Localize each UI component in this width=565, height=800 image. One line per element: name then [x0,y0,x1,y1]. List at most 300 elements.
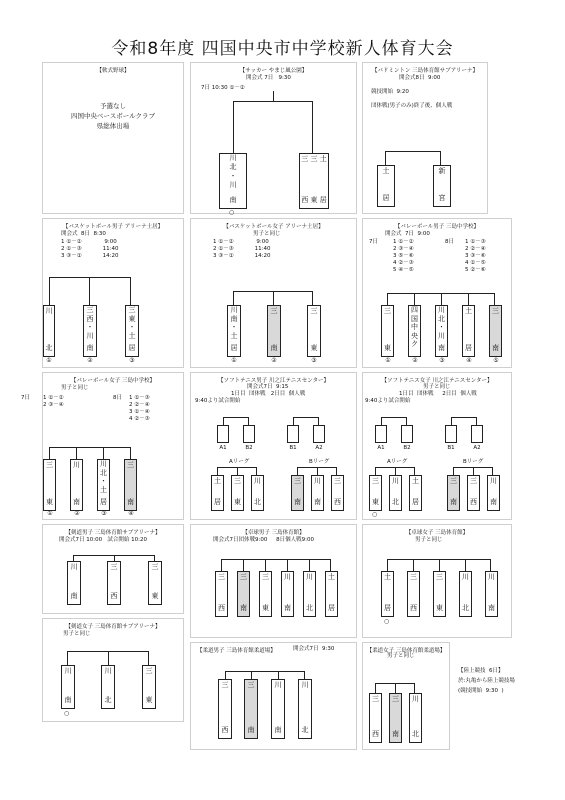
panel-softtennis-girls [362,372,512,520]
team-name-top: 川 [306,573,313,581]
team-name-top: 三 [470,477,477,485]
info-line: 開会式7日 10:00 試合開始 10:20 [59,537,147,543]
team-name-bottom: 西 [110,592,118,600]
team-name-bottom: 南 [240,604,247,612]
bracket-line [293,417,319,425]
info-line: 開会式7日団体戦9:00 8日個人戦9:00 [213,537,314,543]
match-line: 1 ①－③ [465,239,486,245]
team-name-bottom: 南 [86,344,94,352]
info-line: 男子と同じ [61,385,89,391]
panel-title: 【剣道男子 三島体育館サブアリーナ】 [65,530,161,536]
team-name-top: 三 [392,695,399,703]
team-name-top: 三 [294,477,301,485]
panel-tabletennis-girls [362,524,512,638]
panel-basketball-girls [190,218,357,368]
team-name-bottom: 南 [490,498,497,506]
team-name-top: 三 [450,477,457,485]
team-name-top: 川 北 ・ 土 [100,460,107,494]
panel-baseball [42,62,184,214]
team-name-top: 四 国 中 央 ク [411,306,418,348]
team-name-bottom: 東 [436,604,443,612]
seed-number: ① [385,357,391,364]
panel-softtennis-boys [190,372,357,520]
team-name-bottom: 東 [145,696,153,704]
team-box [467,475,480,511]
bracket-line [223,417,249,425]
team-name-top: 三 [334,477,341,485]
match-line: 4 ②－③ [129,416,150,422]
bracket-line [233,101,313,153]
team-name-top: 三 東 ・ 土 [128,306,136,340]
info-line: 男子と同じ [387,653,415,659]
team-box [433,571,446,617]
team-box [148,561,162,605]
team-name-top: 三 [310,307,318,315]
team-name-top: 川 [412,695,419,703]
seed-number: ④ [466,357,472,364]
team-box [61,665,75,709]
seed-number: ① [47,510,53,517]
seed-number: ② [74,510,80,517]
match-line: 3 ③－① 14:20 [61,253,119,259]
team-box [447,475,460,511]
team-name-bottom: 南 [270,344,278,352]
team-name-top: 川 北 ・ 川 [438,306,445,340]
bracket-line [251,671,252,679]
result-mark: ○ [64,710,70,717]
team-box [101,665,115,709]
panel-title: 【柔道女子 三島体育館柔道場】 [366,648,446,654]
team-name-top: 川 [73,461,80,469]
team-name-top: 三 [372,695,379,703]
note-line: 県総体出場 [96,122,130,130]
bracket-line [465,559,466,571]
seed-box [445,425,457,443]
panel-title: 【バスケットボール男子 アリーナ土居】 [62,224,164,230]
panel-title: 【サッカー やまじ風公園】 [239,68,308,74]
team-name-top: 三 [270,307,278,315]
team-name-bottom: 居 [100,498,107,506]
seed-box [313,425,325,443]
team-name-top: 三 西 ・ 川 [86,306,94,340]
info-line: 開会式8日 9:00 [399,75,441,81]
seed-number: ① [231,357,237,364]
team-name-top: 土 [382,167,390,175]
panel-volleyball-girls [21,372,184,520]
bracket-line [49,447,131,459]
seed-label: A1 [377,445,385,451]
team-box [107,561,121,605]
bracket-line [309,559,310,571]
seed-label: B2 [245,445,253,451]
info-line: 9:40より試合開始 [365,398,411,404]
result-mark: ○ [384,618,390,625]
team-name-bottom: 居 [465,344,472,352]
league-label: Aリーグ [387,459,408,465]
team-name-top: 三 [247,681,255,689]
match-line: 4 ①－⑤ [465,260,486,266]
team-name-top: 土 [412,477,419,485]
seed-label: A2 [473,445,481,451]
bracket-line [413,559,414,571]
bracket-line [273,91,274,101]
info-line: 開会式7日 9:15 [247,384,289,390]
team-name-bottom: 南 [450,498,457,506]
team-name-top: 川 [284,573,291,581]
panel-badminton [362,62,488,214]
team-name-bottom: 西 [218,604,225,612]
seed-box [401,425,413,443]
team-name-top: 土 [465,307,472,315]
team-name-bottom: 北 [392,498,399,506]
team-name-top: 三 [384,307,391,315]
team-box [409,475,422,511]
team-box [389,693,402,743]
bracket-line [414,293,415,305]
league-label: Bリーグ [309,459,330,465]
team-box [369,475,382,511]
bracket-line [225,671,305,679]
team-name-bottom: 南 [284,604,291,612]
team-name-bottom: 北 [254,498,261,506]
info-line: 1日目 団体戦 2日目 個人戦 [399,391,477,397]
team-name-top: 川 [45,307,53,315]
team-name-bottom: 東 [310,344,318,352]
note-line: 四国中央ベースボールクラブ [71,112,155,120]
info-line: 開会式 8日 8:30 [61,231,106,237]
team-name-bottom: 居 [412,498,419,506]
bracket-line [441,293,442,305]
team-name-bottom: 居 [382,194,390,202]
team-name-bottom: 北 [306,604,313,612]
team-name-bottom: 南 [229,196,237,204]
team-box [407,571,420,617]
bracket-line [243,559,244,571]
panel-judo-boys [190,642,357,750]
match-line: 3 ⑤－⑥ [393,253,414,259]
bracket-line [381,417,407,425]
panel-judo-girls [362,642,450,750]
league-label: Bリーグ [463,459,484,465]
team-name-top: 川 [64,667,72,675]
match-line: 7日 10:30 ①－② [201,85,245,91]
match-line: 1 ①－② 9:00 [61,239,117,245]
panel-title: 【バスケットボール女子 アリーナ土居】 [223,224,324,230]
team-box [124,459,137,511]
seed-label: B1 [447,445,455,451]
team-box [303,571,316,617]
team-box [435,305,448,357]
bracket-line [103,447,104,459]
team-name-bottom: 南 [127,498,134,506]
team-box [83,305,97,357]
team-name-top: 土 [328,573,335,581]
team-box [331,475,344,511]
team-name-bottom: 北 [45,344,53,352]
team-name-bottom: 南 [73,498,80,506]
panel-volleyball-boys [362,218,512,368]
bracket-line [278,671,279,679]
info-line: 団体戦(男子のみ)終了後、個人戦 [371,103,453,109]
team-box [409,693,422,743]
team-box [142,665,156,709]
athletics-title: 【陸上競技 6日】 [458,668,504,674]
team-name-top: 川 [462,573,469,581]
team-name-top: 三 [410,573,417,581]
bracket-line [468,293,469,305]
info-line: 9:40より試合開始 [195,398,241,404]
team-name-top: 川 [488,573,495,581]
match-line: 1 ①－② [43,395,64,401]
match-line: 1 ①－③ [129,395,150,401]
athletics-venue: 於:丸亀から陸上競技場 [458,678,515,684]
team-box [43,459,56,511]
team-name-bottom: 北 [412,730,419,738]
team-box [487,475,500,511]
team-box [291,475,304,511]
team-box [325,571,338,617]
team-box [231,475,244,511]
team-name-top: 川 [254,477,261,485]
seed-number: ③ [311,357,317,364]
info-line: 1日目 団体戦 2日目 個人戦 [231,391,306,397]
team-name-bottom: 南 [274,726,282,734]
team-box [298,679,312,739]
team-name-bottom: 東 [234,498,241,506]
seed-number: ③ [439,357,445,364]
seed-number: ① [46,357,52,364]
match-line: 5 ②－⑥ [465,267,486,273]
team-name-bottom: 居 [328,604,335,612]
match-line: 2 ②－④ [129,402,150,408]
seed-number: ③ [129,357,135,364]
info-line: 男子と同じ [63,631,91,637]
day-label: 7日 [369,239,378,245]
seed-number: ④ [128,510,134,517]
bracket-line [273,291,274,305]
team-box [408,305,421,357]
athletics-start: (競技開始 9:30 ) [458,688,504,694]
team-name-top: 三 [372,477,379,485]
team-name-top: 三 [145,667,153,675]
team-box [381,571,394,617]
team-box [271,679,285,739]
team-box [215,571,228,617]
panel-title: 【ソフトテニス女子 川之江テニスセンター】 [381,378,493,384]
team-name-bottom: 北 [104,696,112,704]
team-name-bottom: 西 [372,730,379,738]
team-name-top: 三 [234,477,241,485]
team-name-top: 川 [301,681,309,689]
match-line: 4 ②－③ [393,260,414,266]
team-name-bottom: 南 [492,344,499,352]
team-box [299,153,329,209]
team-name-top: 川 北 ・ 川 [229,154,237,189]
match-line: 2 ①－③ 11:40 [61,246,119,252]
team-name-bottom: 東 [151,592,159,600]
team-name-top: 川 [274,681,282,689]
day-label: 8日 [113,395,122,401]
panel-soccer [190,62,357,214]
team-name-top: 土 [214,477,221,485]
team-name-bottom: 東 [262,604,269,612]
seed-number: ② [271,357,277,364]
team-name-top: 三 [127,461,134,469]
match-line: 3 ③－⑥ [465,253,486,259]
team-name-top: 三 [436,573,443,581]
team-name-top: 川 [392,477,399,485]
match-line: 2 ③－④ [393,246,414,252]
note-line: 予選なし [100,102,126,110]
team-name-bottom: 西 東 居 [301,196,327,204]
team-box [389,475,402,511]
team-name-bottom: 南 [247,726,255,734]
panel-title: 【軟式野球】 [96,68,130,74]
team-name-bottom: 北 [301,726,309,734]
seed-number: ② [87,357,93,364]
team-box [219,153,247,209]
team-name-top: 三 三 土 [301,155,327,163]
team-box [369,693,382,743]
team-box [125,305,139,357]
team-box [307,305,321,357]
team-name-bottom: 居 [214,498,221,506]
team-box [67,561,81,605]
bracket-line [395,467,396,475]
team-name-bottom: 南 [64,696,72,704]
team-name-top: 川 [70,563,78,571]
seed-box [471,425,483,443]
info-line: 開会式 7日 9:30 [246,75,291,81]
team-name-bottom: 東 [384,344,391,352]
team-box [267,305,281,357]
day-label: 7日 [21,395,30,401]
team-name-bottom: 北 [462,604,469,612]
info-line: 男子と同じ [415,537,443,543]
panel-title: 【ソフトテニス男子 川之江テニスセンター】 [217,378,330,384]
match-line: 2 ③－④ [43,402,64,408]
team-name-top: 三 [151,563,159,571]
info-line: 開会式7日 9:30 [293,646,335,652]
match-line: 3 ①－④ [129,409,150,415]
team-name-top: 三 [492,307,499,315]
team-name-bottom: 南 [438,344,445,352]
match-line: 1 ①－② [393,239,414,245]
team-name-bottom: 東 [372,498,379,506]
team-name-top: 川 [314,477,321,485]
panel-tabletennis-boys [190,524,357,638]
seed-number: ② [412,357,418,364]
team-box [381,305,394,357]
team-name-bottom: 南 [488,604,495,612]
team-box [433,165,451,207]
team-box [70,459,83,511]
panel-title: 【バレーボール女子 三島中学校】 [70,378,156,384]
team-box [259,571,272,617]
team-name-bottom: 西 [470,498,477,506]
bracket-line [237,467,238,475]
bracket-line [287,559,288,571]
team-name-bottom: 居 [230,344,238,352]
panel-kendo-boys [42,524,184,614]
seed-label: A1 [219,445,227,451]
panel-kendo-girls [42,618,184,722]
bracket-line [473,467,474,475]
seed-box [287,425,299,443]
team-box [227,305,241,357]
team-box [485,571,498,617]
team-name-top: 新 [438,167,446,175]
team-box [244,679,258,739]
team-box [489,305,502,357]
team-box [459,571,472,617]
match-line: 3 ③－① 14:20 [213,253,271,259]
team-name-bottom: 南 [70,592,78,600]
team-box [43,305,55,357]
team-name-top: 三 [262,573,269,581]
seed-box [375,425,387,443]
info-line: 開会式 7日 9:00 [385,231,430,237]
team-name-top: 三 [46,461,53,469]
team-box [97,459,110,511]
team-box [311,475,324,511]
panel-title: 【バドミントン 三島体育館サブアリーナ】 [372,68,478,74]
bracket-line [89,277,90,305]
match-line: 1 ①－② 9:00 [213,239,269,245]
team-name-bottom: 居 [384,604,391,612]
team-name-top: 三 [240,573,247,581]
seed-number: ⑤ [493,357,499,364]
team-name-bottom: 西 [334,498,341,506]
team-name-top: 土 [384,573,391,581]
seed-label: B2 [403,445,411,451]
league-label: Aリーグ [229,459,250,465]
panel-title: 【卓球女子 三島体育館】 [405,530,469,536]
panel-basketball-boys [42,218,184,368]
team-name-top: 三 [221,681,229,689]
panel-title: 【柔道男子 三島体育館柔道場】 [197,648,276,654]
seed-number: ③ [101,510,107,517]
seed-label: A2 [315,445,323,451]
team-name-top: 三 [218,573,225,581]
bracket-line [385,151,441,165]
panel-title: 【バレーボール男子 三島中学校】 [394,224,480,230]
team-name-bottom: 西 [410,604,417,612]
match-line: 2 ②－④ [465,246,486,252]
team-name-top: 川 南 ・ 土 [230,306,238,340]
team-box [462,305,475,357]
team-box [211,475,224,511]
team-name-bottom: 南 [294,498,301,506]
team-name-bottom: 南 [392,730,399,738]
result-mark: ○ [229,209,235,216]
bracket-line [76,447,77,459]
team-name-top: 川 [104,667,112,675]
team-box [281,571,294,617]
team-name-top: 三 [110,563,118,571]
team-name-bottom: 東 [46,498,53,506]
day-label: 8日 [445,239,454,245]
team-name-bottom: 西 [221,726,229,734]
match-line: 2 ①－③ 11:40 [213,246,271,252]
team-box [251,475,264,511]
bracket-line [451,417,477,425]
panel-title: 【卓球男子 三島体育館】 [242,530,305,536]
bracket-line [317,467,318,475]
bracket-line [265,559,266,571]
seed-box [243,425,255,443]
page-title: 令和8年度 四国中央市中学校新人体育大会 [111,39,454,59]
